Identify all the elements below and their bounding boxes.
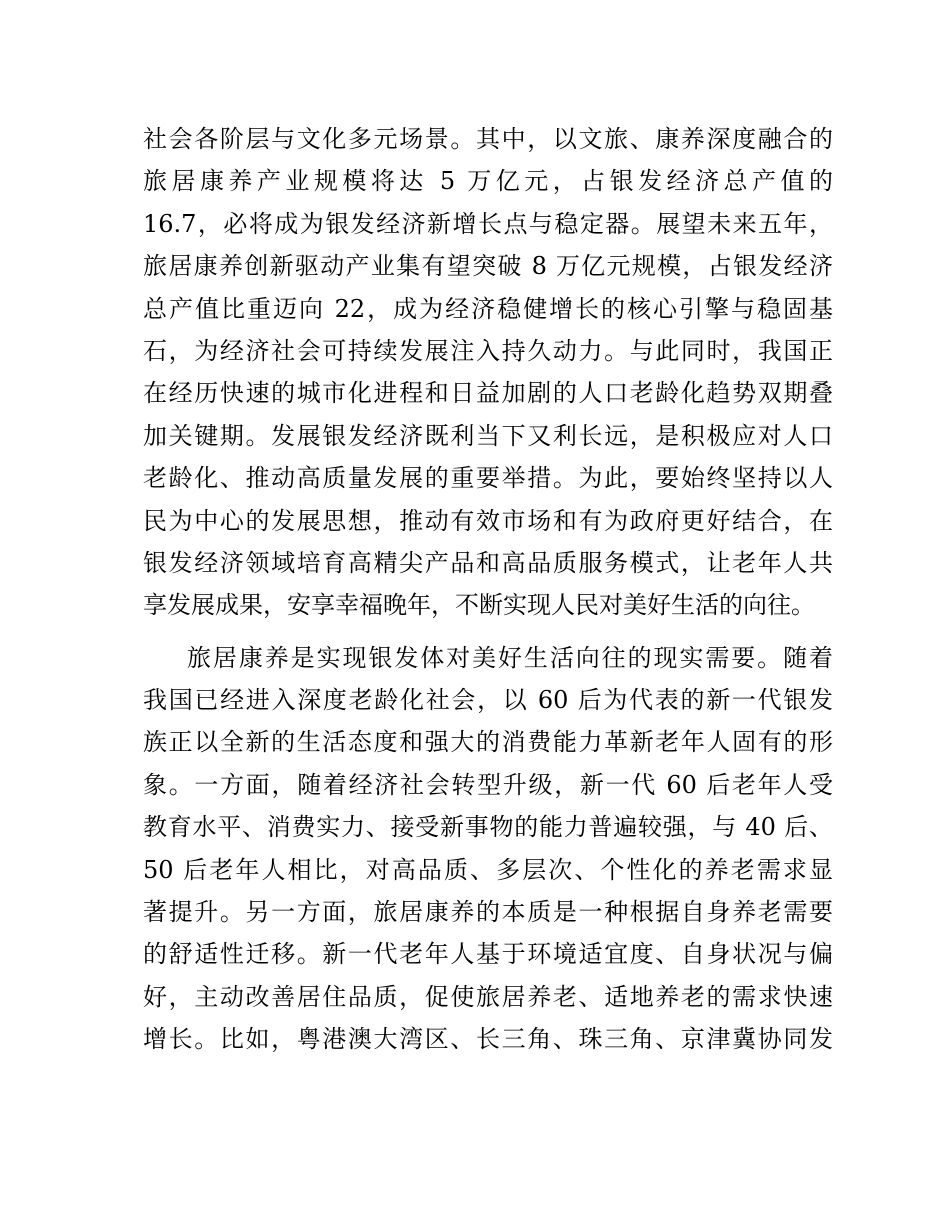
text-line: 的舒适性迁移。新一代老年人基于环境适宜度、自身状况与偏 — [143, 940, 833, 969]
text-line: 享发展成果，安享幸福晚年，不断实现人民对美好生活的向往。 — [143, 591, 815, 620]
text-line: 好，主动改善居住品质，促使旅居养老、适地养老的需求快速 — [143, 982, 833, 1011]
text-line: 加关键期。发展银发经济既利当下又利长远，是积极应对人口 — [143, 421, 833, 450]
text-line: 旅居康养产业规模将达 5 万亿元，占银发经济总产值的 — [143, 167, 833, 196]
text-line: 老龄化、推动高质量发展的重要举措。为此，要始终坚持以人 — [143, 464, 833, 493]
text-line: 教育水平、消费实力、接受新事物的能力普遍较强，与 40 后、 — [143, 813, 833, 842]
text-line: 增长。比如，粤港澳大湾区、长三角、珠三角、京津冀协同发 — [143, 1025, 833, 1054]
text-line: 民为中心的发展思想，推动有效市场和有为政府更好结合，在 — [143, 506, 833, 535]
text-line: 16.7，必将成为银发经济新增长点与稳定器。展望未来五年， — [143, 209, 833, 238]
text-line: 族正以全新的生活态度和强大的消费能力革新老年人固有的形 — [143, 728, 833, 757]
text-line: 我国已经进入深度老龄化社会，以 60 后为代表的新一代银发 — [143, 686, 833, 715]
text-line: 银发经济领域培育高精尖产品和高品质服务模式，让老年人共 — [143, 548, 833, 577]
paragraph-1 — [143, 118, 833, 627]
text-line: 石，为经济社会可持续发展注入持久动力。与此同时，我国正 — [143, 336, 833, 365]
text-line: 旅居康养创新驱动产业集有望突破 8 万亿元规模，占银发经济 — [143, 252, 833, 281]
text-line: 50 后老年人相比，对高品质、多层次、个性化的养老需求显 — [143, 855, 833, 884]
text-line: 总产值比重迈向 22，成为经济稳健增长的核心引擎与稳固基 — [143, 294, 833, 323]
text-line: 社会各阶层与文化多元场景。其中，以文旅、康养深度融合的 — [143, 125, 833, 153]
text-line: 著提升。另一方面，旅居康养的本质是一种根据自身养老需要 — [143, 898, 833, 927]
text-line: 在经历快速的城市化进程和日益加剧的人口老龄化趋势双期叠 — [143, 379, 833, 408]
body-text — [143, 118, 833, 1061]
text-line: 旅居康养是实现银发体对美好生活向往的现实需要。随着 — [187, 643, 833, 672]
text-line: 象。一方面，随着经济社会转型升级，新一代 60 后老年人受 — [143, 770, 833, 799]
paragraph-2 — [143, 637, 833, 1061]
paragraph-spacer — [143, 627, 833, 637]
